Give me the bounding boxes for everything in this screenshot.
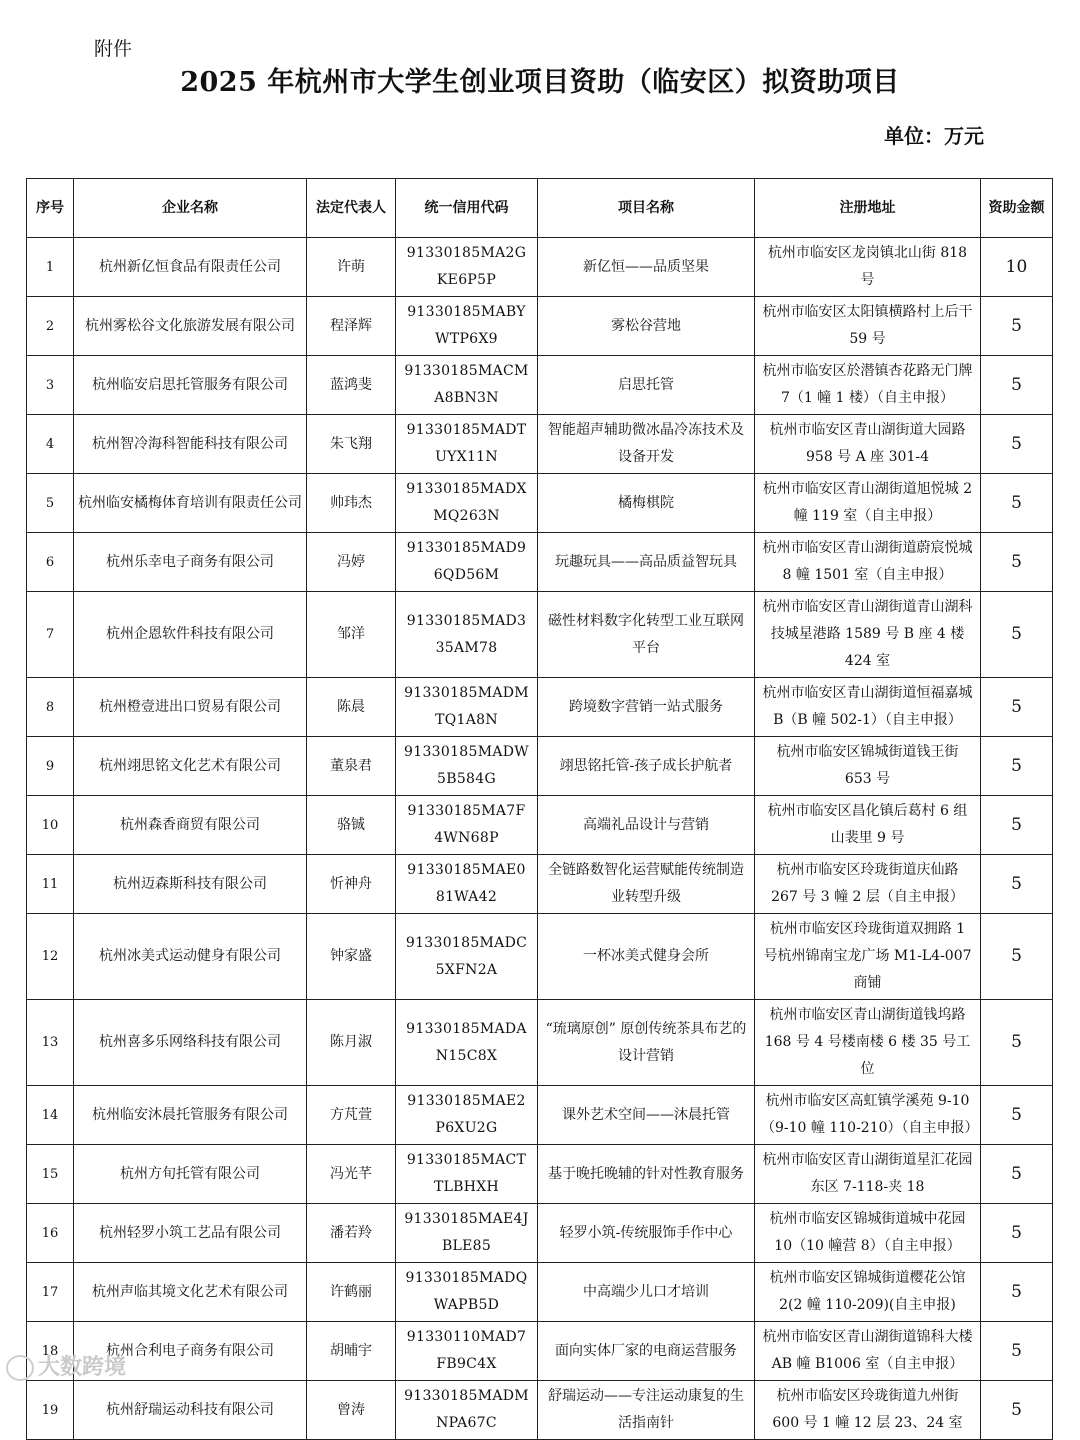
cell-legal-rep: 方芃萱 bbox=[307, 1086, 396, 1145]
cell-credit-code: 91330185MAD335AM78 bbox=[396, 592, 538, 678]
cell-credit-code: 91330185MACMA8BN3N bbox=[396, 356, 538, 415]
table-row bbox=[27, 238, 1053, 297]
cell-legal-rep: 许鹤丽 bbox=[307, 1263, 396, 1322]
cell-legal-rep: 蓝鸿斐 bbox=[307, 356, 396, 415]
cell-credit-code: 91330185MAD96QD56M bbox=[396, 533, 538, 592]
cell-amount: 5 bbox=[981, 855, 1053, 914]
cell-amount: 5 bbox=[981, 1145, 1053, 1204]
cell-credit-code: 91330185MADMNPA67C bbox=[396, 1381, 538, 1440]
cell-amount: 5 bbox=[981, 737, 1053, 796]
cell-address: 杭州市临安区玲珑街道庆仙路 267 号 3 幢 2 层（自主申报） bbox=[755, 855, 981, 914]
cell-company: 杭州方旬托管有限公司 bbox=[74, 1145, 307, 1204]
cell-amount: 5 bbox=[981, 796, 1053, 855]
cell-index: 19 bbox=[27, 1381, 74, 1440]
cell-credit-code: 91330185MADQWAPB5D bbox=[396, 1263, 538, 1322]
cell-company: 杭州临安橘梅体育培训有限责任公司 bbox=[74, 474, 307, 533]
cell-credit-code: 91330185MADAN15C8X bbox=[396, 1000, 538, 1086]
cell-credit-code: 91330185MADMTQ1A8N bbox=[396, 678, 538, 737]
cell-index: 1 bbox=[27, 238, 74, 297]
cell-credit-code: 91330185MADXMQ263N bbox=[396, 474, 538, 533]
col-header-project: 项目名称 bbox=[538, 179, 755, 238]
cell-project: 课外艺术空间——沐晨托管 bbox=[538, 1086, 755, 1145]
cell-credit-code: 91330185MADW5B584G bbox=[396, 737, 538, 796]
cell-address: 杭州市临安区青山湖街道恒福嘉城 B（B 幢 502-1）（自主申报） bbox=[755, 678, 981, 737]
table-row bbox=[27, 678, 1053, 737]
table-row bbox=[27, 796, 1053, 855]
cell-address: 杭州市临安区高虹镇学溪苑 9-10（9-10 幢 110-210）（自主申报） bbox=[755, 1086, 981, 1145]
col-header-legal-rep: 法定代表人 bbox=[307, 179, 396, 238]
cell-company: 杭州企恩软件科技有限公司 bbox=[74, 592, 307, 678]
col-header-credit-code: 统一信用代码 bbox=[396, 179, 538, 238]
table-row bbox=[27, 914, 1053, 1000]
cell-address: 杭州市临安区太阳镇横路村上后干 59 号 bbox=[755, 297, 981, 356]
cell-project: 基于晚托晚辅的针对性教育服务 bbox=[538, 1145, 755, 1204]
cell-amount: 5 bbox=[981, 678, 1053, 737]
cell-legal-rep: 董泉君 bbox=[307, 737, 396, 796]
cell-amount: 5 bbox=[981, 914, 1053, 1000]
cell-project: 启思托管 bbox=[538, 356, 755, 415]
cell-address: 杭州市临安区锦城街道城中花园 10（10 幢营 8）（自主申报） bbox=[755, 1204, 981, 1263]
watermark-text: 大数跨境 bbox=[38, 1355, 127, 1380]
cell-legal-rep: 冯光芊 bbox=[307, 1145, 396, 1204]
cell-company: 杭州声临其境文化艺术有限公司 bbox=[74, 1263, 307, 1322]
cell-credit-code: 91330185MAE081WA42 bbox=[396, 855, 538, 914]
cell-legal-rep: 骆铖 bbox=[307, 796, 396, 855]
watermark bbox=[6, 1350, 126, 1381]
cell-index: 12 bbox=[27, 914, 74, 1000]
cell-company: 杭州合利电子商务有限公司 bbox=[74, 1322, 307, 1381]
cell-legal-rep: 许萌 bbox=[307, 238, 396, 297]
table-row bbox=[27, 1204, 1053, 1263]
cell-company: 杭州森香商贸有限公司 bbox=[74, 796, 307, 855]
cell-company: 杭州轻罗小筑工艺品有限公司 bbox=[74, 1204, 307, 1263]
cell-legal-rep: 帅玮杰 bbox=[307, 474, 396, 533]
cell-company: 杭州橙壹进出口贸易有限公司 bbox=[74, 678, 307, 737]
cell-credit-code: 91330110MAD7FB9C4X bbox=[396, 1322, 538, 1381]
cell-amount: 5 bbox=[981, 1000, 1053, 1086]
cell-amount: 5 bbox=[981, 1086, 1053, 1145]
cell-project: 中高端少儿口才培训 bbox=[538, 1263, 755, 1322]
cell-project: 轻罗小筑-传统服饰手作中心 bbox=[538, 1204, 755, 1263]
cell-amount: 5 bbox=[981, 1204, 1053, 1263]
table-row bbox=[27, 1381, 1053, 1440]
table-row bbox=[27, 356, 1053, 415]
cell-amount: 5 bbox=[981, 297, 1053, 356]
cell-index: 17 bbox=[27, 1263, 74, 1322]
table-row bbox=[27, 474, 1053, 533]
cell-legal-rep: 忻神舟 bbox=[307, 855, 396, 914]
cell-legal-rep: 冯婷 bbox=[307, 533, 396, 592]
cell-company: 杭州雾松谷文化旅游发展有限公司 bbox=[74, 297, 307, 356]
cell-company: 杭州智冷海科智能科技有限公司 bbox=[74, 415, 307, 474]
cell-address: 杭州市临安区於潜镇杏花路无门牌 7（1 幢 1 楼）（自主申报） bbox=[755, 356, 981, 415]
cell-amount: 5 bbox=[981, 1263, 1053, 1322]
cell-address: 杭州市临安区青山湖街道蔚宸悦城 8 幢 1501 室（自主申报） bbox=[755, 533, 981, 592]
cell-address: 杭州市临安区玲珑街道九州街 600 号 1 幢 12 层 23、24 室 bbox=[755, 1381, 981, 1440]
cell-address: 杭州市临安区龙岗镇北山街 818 号 bbox=[755, 238, 981, 297]
cell-legal-rep: 陈月淑 bbox=[307, 1000, 396, 1086]
cell-project: 雾松谷营地 bbox=[538, 297, 755, 356]
cell-credit-code: 91330185MACTTLBHXH bbox=[396, 1145, 538, 1204]
cell-project: 磁性材料数字化转型工业互联网平台 bbox=[538, 592, 755, 678]
cell-address: 杭州市临安区青山湖街道锦科大楼 AB 幢 B1006 室（自主申报） bbox=[755, 1322, 981, 1381]
cell-amount: 5 bbox=[981, 592, 1053, 678]
cell-address: 杭州市临安区昌化镇后葛村 6 组山裴里 9 号 bbox=[755, 796, 981, 855]
cell-address: 杭州市临安区青山湖街道星汇花园东区 7-118-夹 18 bbox=[755, 1145, 981, 1204]
table-row bbox=[27, 297, 1053, 356]
weibo-icon bbox=[6, 1355, 34, 1381]
cell-amount: 5 bbox=[981, 415, 1053, 474]
table-body bbox=[27, 238, 1053, 1440]
cell-address: 杭州市临安区青山湖街道旭悦城 2 幢 119 室（自主申报） bbox=[755, 474, 981, 533]
cell-company: 杭州迈森斯科技有限公司 bbox=[74, 855, 307, 914]
cell-amount: 5 bbox=[981, 1322, 1053, 1381]
cell-index: 10 bbox=[27, 796, 74, 855]
table-row bbox=[27, 415, 1053, 474]
unit-label: 单位：万元 bbox=[884, 124, 984, 148]
table-row bbox=[27, 592, 1053, 678]
cell-address: 杭州市临安区玲珑街道双拥路 1 号杭州锦南宝龙广场 M1-L4-007 商铺 bbox=[755, 914, 981, 1000]
attachment-label: 附件 bbox=[94, 38, 133, 60]
cell-legal-rep: 陈晨 bbox=[307, 678, 396, 737]
table-row bbox=[27, 1145, 1053, 1204]
table-row bbox=[27, 1263, 1053, 1322]
cell-project: 全链路数智化运营赋能传统制造业转型升级 bbox=[538, 855, 755, 914]
cell-company: 杭州乐幸电子商务有限公司 bbox=[74, 533, 307, 592]
cell-address: 杭州市临安区锦城街道钱王街 653 号 bbox=[755, 737, 981, 796]
cell-index: 18 bbox=[27, 1322, 74, 1381]
cell-project: 跨境数字营销一站式服务 bbox=[538, 678, 755, 737]
cell-amount: 5 bbox=[981, 356, 1053, 415]
cell-index: 5 bbox=[27, 474, 74, 533]
funding-table bbox=[26, 178, 1053, 1440]
cell-index: 14 bbox=[27, 1086, 74, 1145]
table-row bbox=[27, 1322, 1053, 1381]
cell-legal-rep: 程泽辉 bbox=[307, 297, 396, 356]
cell-amount: 5 bbox=[981, 474, 1053, 533]
cell-credit-code: 91330185MAE2P6XU2G bbox=[396, 1086, 538, 1145]
col-header-amount: 资助金额 bbox=[981, 179, 1053, 238]
cell-index: 4 bbox=[27, 415, 74, 474]
table-row bbox=[27, 1086, 1053, 1145]
cell-legal-rep: 胡晡宇 bbox=[307, 1322, 396, 1381]
cell-project: 面向实体厂家的电商运营服务 bbox=[538, 1322, 755, 1381]
cell-company: 杭州喜多乐网络科技有限公司 bbox=[74, 1000, 307, 1086]
cell-index: 11 bbox=[27, 855, 74, 914]
cell-project: 高端礼品设计与营销 bbox=[538, 796, 755, 855]
cell-credit-code: 91330185MAE4JBLE85 bbox=[396, 1204, 538, 1263]
table-header-row bbox=[27, 179, 1053, 238]
cell-address: 杭州市临安区锦城街道樱花公馆 2(2 幢 110-209)(自主申报) bbox=[755, 1263, 981, 1322]
cell-index: 6 bbox=[27, 533, 74, 592]
cell-project: 翊思铭托管-孩子成长护航者 bbox=[538, 737, 755, 796]
cell-project: 橘梅棋院 bbox=[538, 474, 755, 533]
col-header-address: 注册地址 bbox=[755, 179, 981, 238]
col-header-index: 序号 bbox=[27, 179, 74, 238]
page-title: 2025 年杭州市大学生创业项目资助（临安区）拟资助项目 bbox=[180, 67, 900, 98]
cell-index: 7 bbox=[27, 592, 74, 678]
cell-credit-code: 91330185MABYWTP6X9 bbox=[396, 297, 538, 356]
cell-project: 一杯冰美式健身会所 bbox=[538, 914, 755, 1000]
cell-address: 杭州市临安区青山湖街道钱坞路 168 号 4 号楼南楼 6 楼 35 号工位 bbox=[755, 1000, 981, 1086]
cell-amount: 10 bbox=[981, 238, 1053, 297]
cell-index: 2 bbox=[27, 297, 74, 356]
cell-amount: 5 bbox=[981, 1381, 1053, 1440]
cell-legal-rep: 潘若羚 bbox=[307, 1204, 396, 1263]
cell-index: 13 bbox=[27, 1000, 74, 1086]
cell-company: 杭州临安沐晨托管服务有限公司 bbox=[74, 1086, 307, 1145]
cell-index: 15 bbox=[27, 1145, 74, 1204]
cell-project: 玩趣玩具——高品质益智玩具 bbox=[538, 533, 755, 592]
table-row bbox=[27, 855, 1053, 914]
cell-credit-code: 91330185MADC5XFN2A bbox=[396, 914, 538, 1000]
cell-company: 杭州临安启思托管服务有限公司 bbox=[74, 356, 307, 415]
cell-index: 9 bbox=[27, 737, 74, 796]
cell-index: 8 bbox=[27, 678, 74, 737]
cell-address: 杭州市临安区青山湖街道青山湖科技城星港路 1589 号 B 座 4 楼 424 室 bbox=[755, 592, 981, 678]
col-header-company: 企业名称 bbox=[74, 179, 307, 238]
cell-company: 杭州舒瑞运动科技有限公司 bbox=[74, 1381, 307, 1440]
cell-credit-code: 91330185MADTUYX11N bbox=[396, 415, 538, 474]
cell-company: 杭州新亿恒食品有限责任公司 bbox=[74, 238, 307, 297]
cell-project: 新亿恒——品质坚果 bbox=[538, 238, 755, 297]
table-row bbox=[27, 737, 1053, 796]
cell-legal-rep: 钟家盛 bbox=[307, 914, 396, 1000]
cell-legal-rep: 邹洋 bbox=[307, 592, 396, 678]
table-row bbox=[27, 1000, 1053, 1086]
cell-index: 3 bbox=[27, 356, 74, 415]
cell-project: 智能超声辅助微冰晶冷冻技术及设备开发 bbox=[538, 415, 755, 474]
cell-project: “琉璃原创” 原创传统茶具布艺的设计营销 bbox=[538, 1000, 755, 1086]
cell-company: 杭州翊思铭文化艺术有限公司 bbox=[74, 737, 307, 796]
cell-credit-code: 91330185MA7F4WN68P bbox=[396, 796, 538, 855]
cell-amount: 5 bbox=[981, 533, 1053, 592]
cell-legal-rep: 朱飞翔 bbox=[307, 415, 396, 474]
cell-credit-code: 91330185MA2GKE6P5P bbox=[396, 238, 538, 297]
cell-project: 舒瑞运动——专注运动康复的生活指南针 bbox=[538, 1381, 755, 1440]
cell-company: 杭州冰美式运动健身有限公司 bbox=[74, 914, 307, 1000]
cell-address: 杭州市临安区青山湖街道大园路 958 号 A 座 301-4 bbox=[755, 415, 981, 474]
table-row bbox=[27, 533, 1053, 592]
cell-legal-rep: 曾涛 bbox=[307, 1381, 396, 1440]
cell-index: 16 bbox=[27, 1204, 74, 1263]
